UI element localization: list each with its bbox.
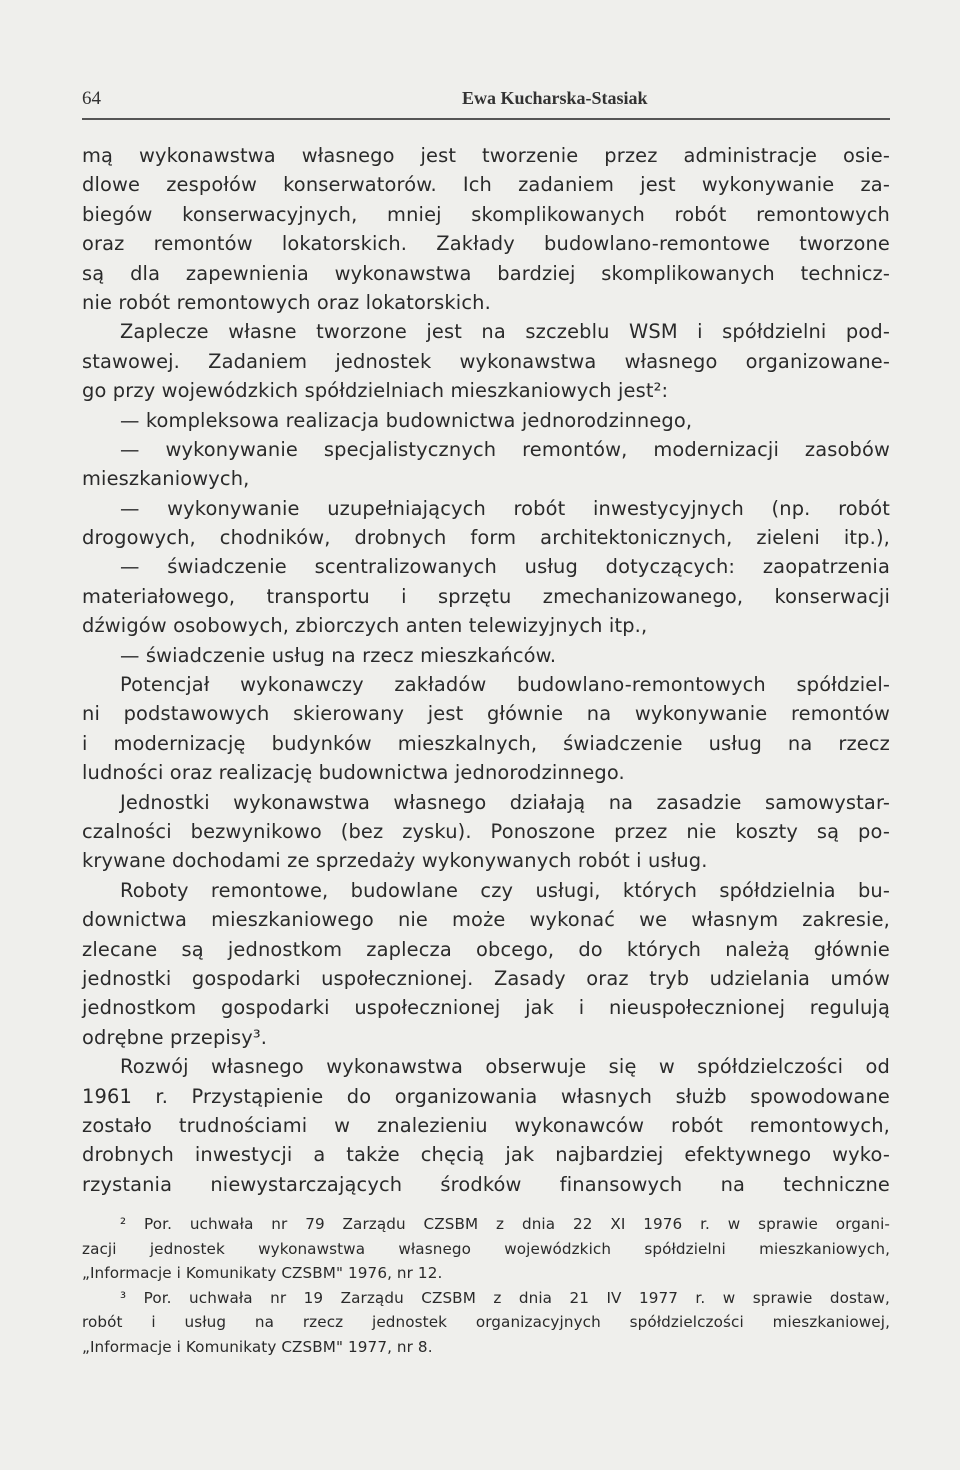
text-line: biegów konserwacyjnych, mniej skomplikowanych robót remontowych	[82, 202, 890, 226]
list-item: — świadczenie usług na rzecz mieszkańców.	[120, 643, 557, 667]
text-line: Rozwój własnego wykonawstwa obserwuje się w spółdzielczości od	[120, 1055, 890, 1079]
text-line: i modernizację budynków mieszkalnych, świadczenie usług na rzecz	[82, 731, 890, 755]
footnote-line: „Informacje i Komunikaty CZSBM" 1976, nr 12.	[82, 1264, 443, 1283]
text-line: czalności bezwynikowo (bez zysku). Ponoszone przez nie koszty są po-	[82, 819, 890, 843]
text-line: Roboty remontowe, budowlane czy usługi, których spółdzielnia bu-	[120, 878, 890, 902]
text-line: stawowej. Zadaniem jednostek wykonawstwa własnego organizowane-	[82, 349, 890, 373]
text-line: zlecane są jednostkom zaplecza obcego, do których należą głównie	[82, 937, 890, 961]
footnote-line: ² Por. uchwała nr 79 Zarządu CZSBM z dnia 22 XI 1976 r. w sprawie organi-	[120, 1215, 890, 1233]
text-line: go przy wojewódzkich spółdzielniach mieszkaniowych jest²:	[82, 379, 669, 403]
list-item: — wykonywanie uzupełniających robót inwestycyjnych (np. robót	[120, 496, 890, 520]
footnote-line: ³ Por. uchwała nr 19 Zarządu CZSBM z dnia 21 IV 1977 r. w sprawie dostaw,	[120, 1288, 890, 1307]
text-line: jednostkom gospodarki uspołecznionej jak i nieuspołecznionej regulują	[82, 996, 890, 1020]
footnote-line: robót i usług na rzecz jednostek organizacyjnych spółdzielczości mieszkaniowej,	[82, 1313, 890, 1332]
text-line: rzystania niewystarczających środków finansowych na techniczne	[82, 1172, 890, 1196]
text-line: Jednostki wykonawstwa własnego działają na zasadzie samowystar-	[120, 790, 890, 814]
text-line: nie robót remontowych oraz lokatorskich.	[82, 290, 491, 314]
running-head-author: Ewa Kucharska-Stasiak	[462, 88, 648, 108]
text-line: 1961 r. Przystąpienie do organizowania własnych służb spowodowane	[82, 1084, 890, 1108]
text-line: odrębne przepisy³.	[82, 1025, 268, 1049]
text-line: dlowe zespołów konserwatorów. Ich zadaniem jest wykonywanie za-	[82, 173, 890, 197]
text-line: ni podstawowych skierowany jest głównie na wykonywanie remontów	[82, 702, 890, 726]
list-item: — świadczenie scentralizowanych usług dotyczących: zaopatrzenia	[120, 555, 890, 579]
text-line: drobnych inwestycji a także chęcią jak najbardziej efektywnego wyko-	[82, 1143, 890, 1167]
footnote-line: zacji jednostek wykonawstwa własnego wojewódzkich spółdzielni mieszkaniowych,	[82, 1239, 890, 1258]
text-line: jednostki gospodarki uspołecznionej. Zasady oraz tryb udzielania umów	[82, 966, 890, 990]
text-line: mieszkaniowych,	[82, 467, 250, 491]
text-line: zostało trudnościami w znalezieniu wykonawców robót remontowych,	[82, 1113, 890, 1137]
text-line: mą wykonawstwa własnego jest tworzenie przez administracje osie-	[82, 144, 890, 167]
page-number: 64	[82, 88, 101, 109]
text-line: materiałowego, transportu i sprzętu zmechanizowanego, konserwacji	[82, 584, 890, 608]
header-rule	[82, 118, 890, 120]
text-line: Zaplecze własne tworzone jest na szczeblu WSM i spółdzielni pod-	[120, 320, 890, 344]
running-head	[82, 88, 890, 114]
text-line: dźwigów osobowych, zbiorczych anten telewizyjnych itp.,	[82, 614, 648, 638]
list-item: — wykonywanie specjalistycznych remontów, modernizacji zasobów	[120, 437, 890, 461]
list-item: — kompleksowa realizacja budownictwa jednorodzinnego,	[120, 408, 693, 432]
text-line: Potencjał wykonawczy zakładów budowlano-remontowych spółdziel-	[120, 673, 890, 697]
text-line: ludności oraz realizację budownictwa jednorodzinnego.	[82, 761, 625, 785]
text-line: są dla zapewnienia wykonawstwa bardziej skomplikowanych technicz-	[82, 261, 890, 285]
body-text	[82, 141, 890, 1199]
text-line: downictwa mieszkaniowego nie może wykonać we własnym zakresie,	[82, 908, 890, 932]
footnotes	[82, 1212, 890, 1360]
text-line: oraz remontów lokatorskich. Zakłady budowlano-remontowe tworzone	[82, 232, 890, 256]
footnote-line: „Informacje i Komunikaty CZSBM" 1977, nr 8.	[82, 1337, 433, 1356]
text-line: drogowych, chodników, drobnych form architektonicznych, zieleni itp.),	[82, 526, 890, 550]
text-line: krywane dochodami ze sprzedaży wykonywanych robót i usług.	[82, 849, 708, 873]
